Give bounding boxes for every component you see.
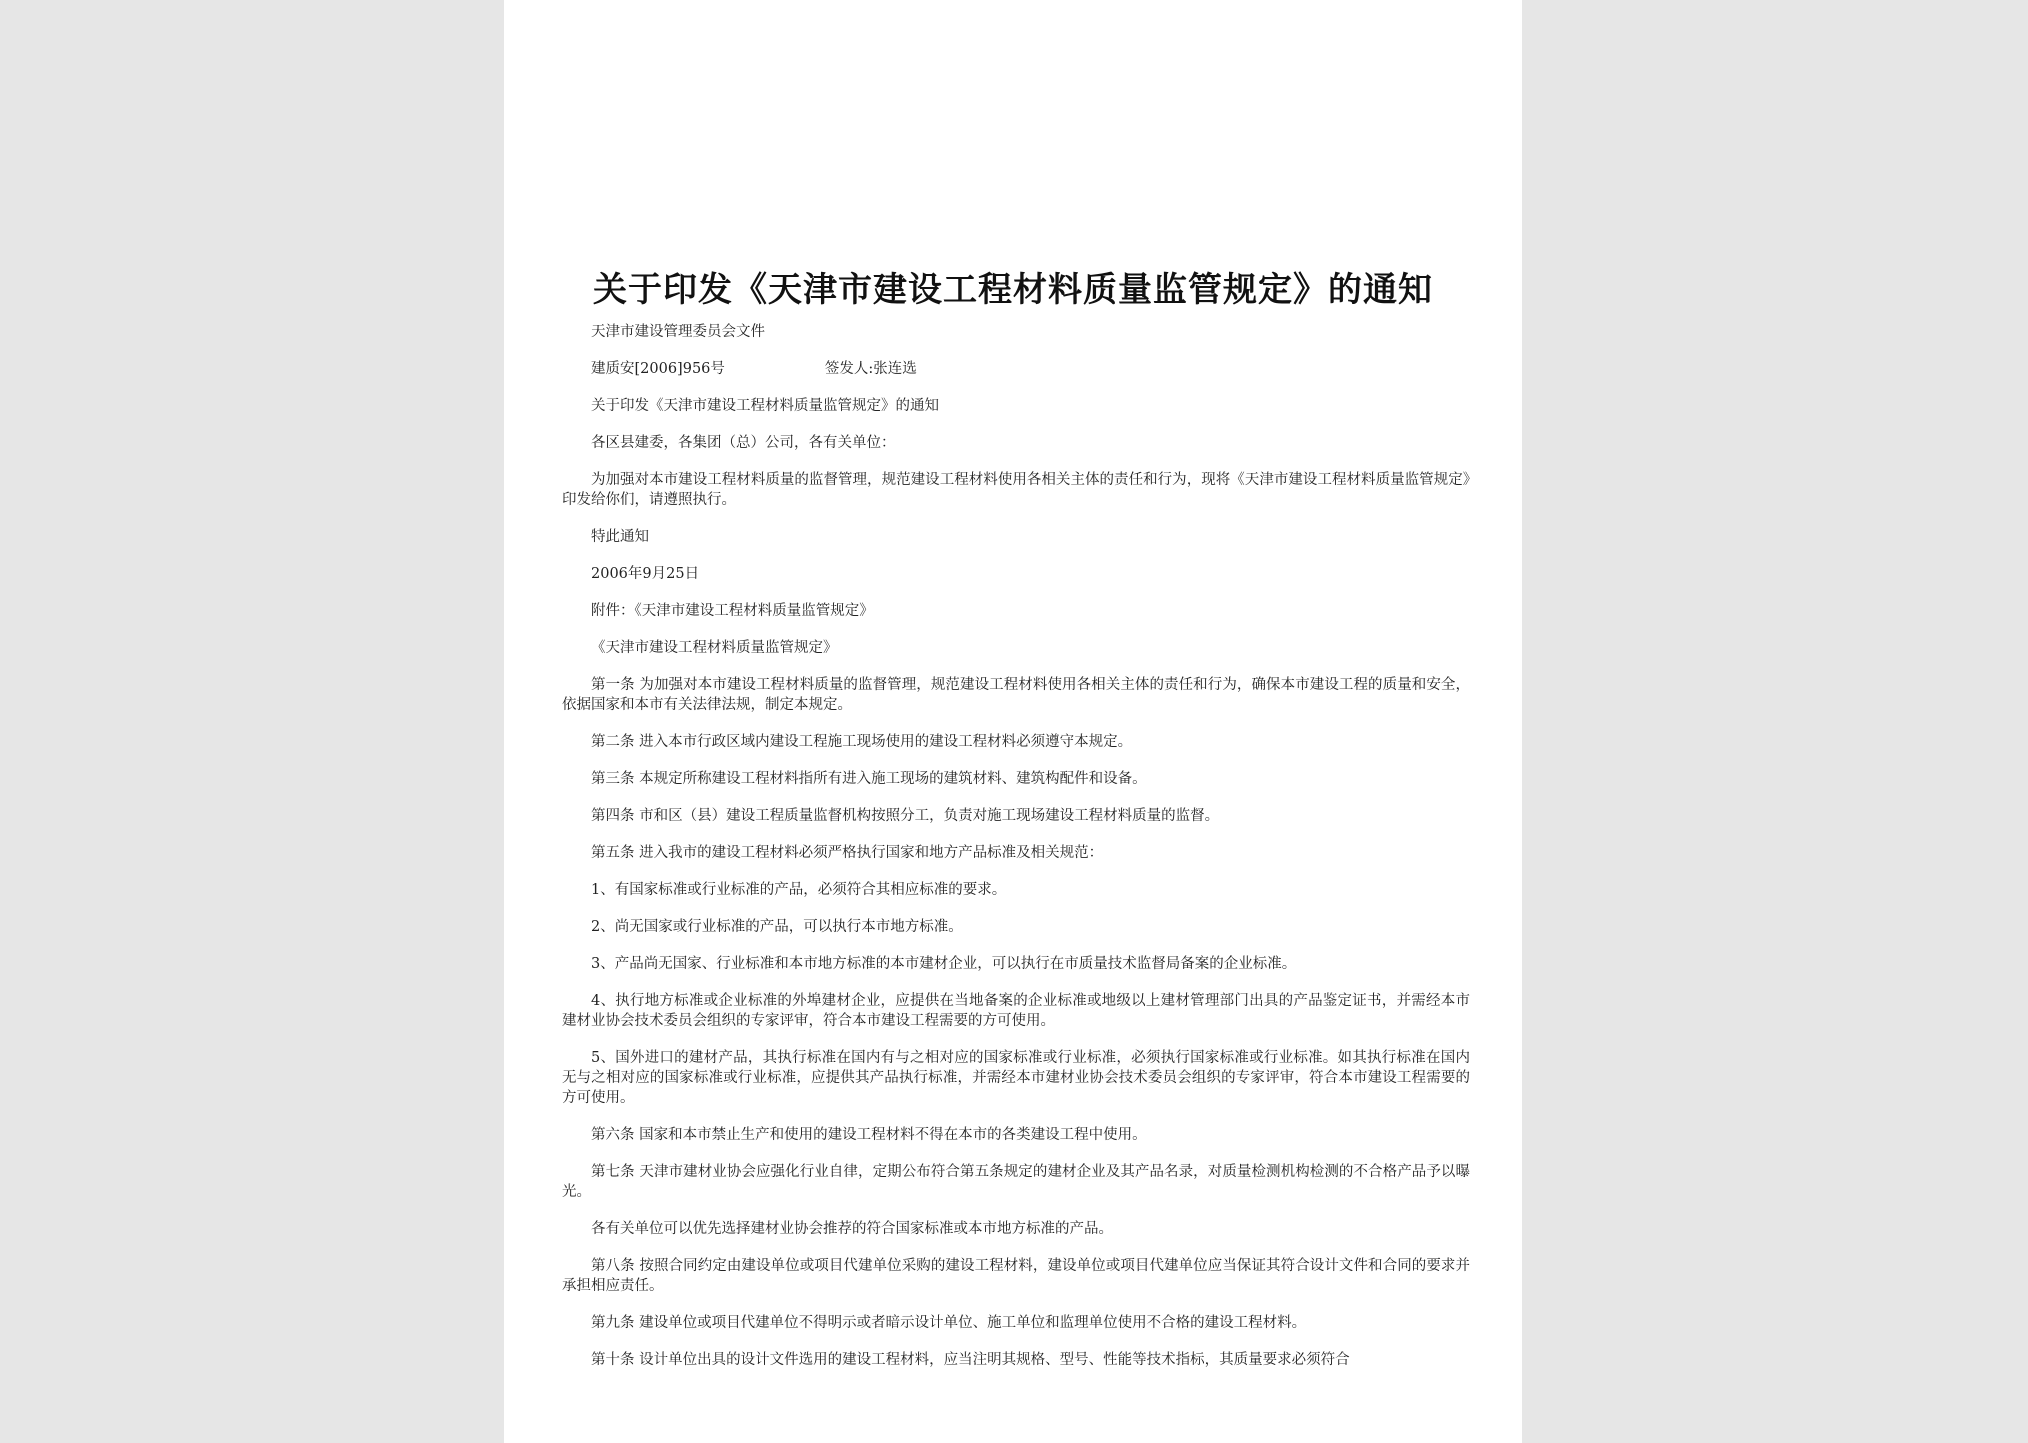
article-5-item-3: 3、产品尚无国家、行业标准和本市地方标准的本市建材企业，可以执行在市质量技术监督局备案的企业标准。	[591, 956, 1297, 972]
issuer-line: 天津市建设管理委员会文件	[591, 324, 765, 340]
regulation-title: 《天津市建设工程材料质量监管规定》	[591, 640, 838, 656]
article-8: 第八条 按照合同约定由建设单位或项目代建单位采购的建设工程材料，建设单位或项目代建单位应当保证其符合设计文件和合同的要求并承担相应责任。	[562, 1258, 1470, 1294]
document-body	[562, 322, 1470, 1387]
doc-number: 建质安[2006]956号	[591, 361, 725, 377]
notice-line: 特此通知	[591, 529, 649, 545]
article-9: 第九条 建设单位或项目代建单位不得明示或者暗示设计单位、施工单位和监理单位使用不合格的建设工程材料。	[591, 1315, 1307, 1331]
article-2: 第二条 进入本市行政区域内建设工程施工现场使用的建设工程材料必须遵守本规定。	[591, 734, 1133, 750]
subject-line: 关于印发《天津市建设工程材料质量监管规定》的通知	[591, 398, 939, 414]
article-5: 第五条 进入我市的建设工程材料必须严格执行国家和地方产品标准及相关规范：	[591, 845, 1104, 861]
signer: 签发人:张连选	[824, 361, 917, 377]
article-5-item-4: 4、执行地方标准或企业标准的外埠建材企业，应提供在当地备案的企业标准或地级以上建材管理部门出具的产品鉴定证书，并需经本市建材业协会技术委员会组织的专家评审，符合本市建设工程需要的方可使用。	[562, 993, 1470, 1029]
article-6: 第六条 国家和本市禁止生产和使用的建设工程材料不得在本市的各类建设工程中使用。	[591, 1127, 1147, 1143]
intro-paragraph: 为加强对本市建设工程材料质量的监督管理，规范建设工程材料使用各相关主体的责任和行为，现将《天津市建设工程材料质量监管规定》印发给你们，请遵照执行。	[562, 472, 1470, 508]
addressees: 各区县建委，各集团（总）公司，各有关单位：	[591, 435, 896, 451]
article-1: 第一条 为加强对本市建设工程材料质量的监督管理，规范建设工程材料使用各相关主体的责任和行为，确保本市建设工程的质量和安全，依据国家和本市有关法律法规，制定本规定。	[562, 677, 1470, 713]
article-4: 第四条 市和区（县）建设工程质量监督机构按照分工，负责对施工现场建设工程材料质量的监督。	[591, 808, 1220, 824]
date-line: 2006年9月25日	[591, 566, 700, 582]
document-page	[504, 0, 1522, 1443]
document-title: 关于印发《天津市建设工程材料质量监管规定》的通知	[593, 270, 1433, 310]
article-5-item-5: 5、国外进口的建材产品，其执行标准在国内有与之相对应的国家标准或行业标准，必须执行国家标准或行业标准。如其执行标准在国内无与之相对应的国家标准或行业标准，应提供其产品执行标准，并需经本市建材业协会技术委员会组织的专家评审，符合本市建设工程需要的方可使用。	[562, 1050, 1470, 1106]
article-10: 第十条 设计单位出具的设计文件选用的建设工程材料，应当注明其规格、型号、性能等技术指标，其质量要求必须符合	[591, 1352, 1350, 1368]
article-3: 第三条 本规定所称建设工程材料指所有进入施工现场的建筑材料、建筑构配件和设备。	[591, 771, 1147, 787]
doc-number-row	[562, 359, 1470, 379]
article-5-item-1: 1、有国家标准或行业标准的产品，必须符合其相应标准的要求。	[591, 882, 1007, 898]
attachment-line: 附件：《天津市建设工程材料质量监管规定》	[591, 603, 874, 619]
article-7: 第七条 天津市建材业协会应强化行业自律，定期公布符合第五条规定的建材企业及其产品名录，对质量检测机构检测的不合格产品予以曝光。	[562, 1164, 1470, 1200]
article-5-item-2: 2、尚无国家或行业标准的产品，可以执行本市地方标准。	[591, 919, 963, 935]
article-7-note: 各有关单位可以优先选择建材业协会推荐的符合国家标准或本市地方标准的产品。	[591, 1221, 1113, 1237]
